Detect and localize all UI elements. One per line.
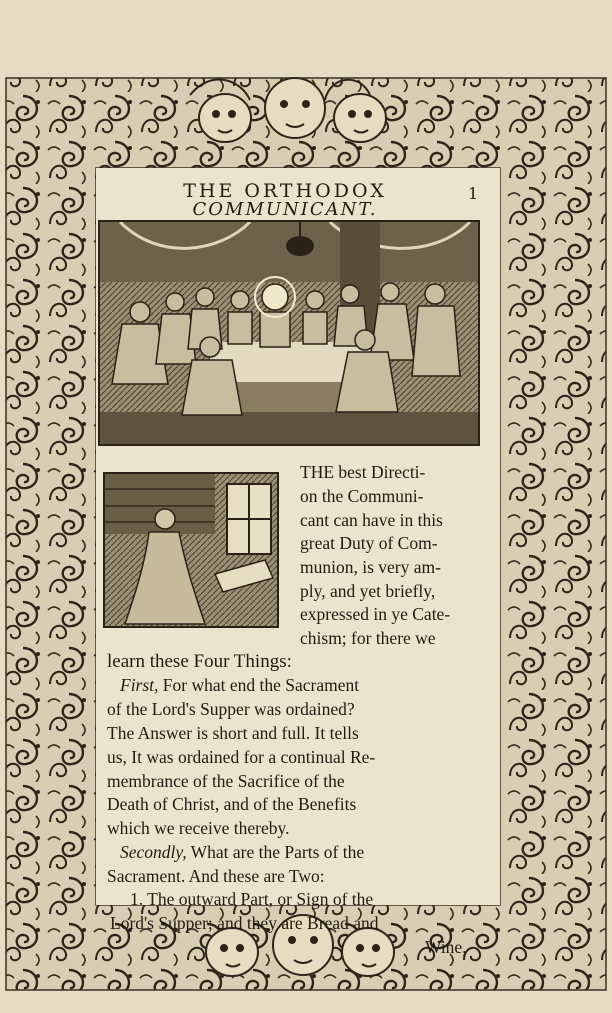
running-subtitle: COMMUNICANT. (192, 199, 378, 220)
text-line: membrance of the Sacrifice of the (107, 771, 345, 791)
text-line: on the Communi- (300, 486, 424, 506)
text-line: munion, is very am- (300, 557, 441, 577)
text-line: The Answer is short and full. It tells (107, 723, 359, 743)
running-title: THE ORTHODOX (183, 180, 387, 202)
last-supper-engraving (98, 220, 480, 446)
second-label: Secondly, (120, 842, 187, 862)
text-line (120, 842, 364, 863)
text-line: which we receive thereby. (107, 818, 290, 838)
text-line: chism; for there we (300, 628, 436, 648)
text-line: us, It was ordained for a continual Re- (107, 747, 376, 767)
text-line: ply, and yet briefly, (300, 581, 436, 601)
text-line: THE best Directi- (300, 462, 426, 482)
text-line: learn these Four Things: (107, 651, 292, 672)
text-line: of the Lord's Supper was ordained? (107, 699, 355, 719)
text-line: Sacrament. And these are Two: (107, 866, 325, 886)
text-line: 1. The outward Part, or Sign of the (130, 889, 374, 909)
text-line: great Duty of Com- (300, 533, 438, 553)
reading-figure-engraving (103, 472, 279, 628)
page-number: 1 (468, 184, 479, 203)
text-line: Lord's Supper; and they are Bread and (110, 913, 379, 933)
second-rest: What are the Parts of the (186, 842, 365, 862)
first-label: First, (120, 675, 159, 695)
text-line: expressed in ye Cate- (300, 604, 451, 624)
catchword: Wine, (425, 937, 467, 957)
text-line: cant can have in this (300, 510, 443, 530)
text-line: Death of Christ, and of the Benefits (107, 794, 357, 814)
text-line (120, 675, 359, 696)
first-rest: For what end the Sacrament (158, 675, 360, 695)
